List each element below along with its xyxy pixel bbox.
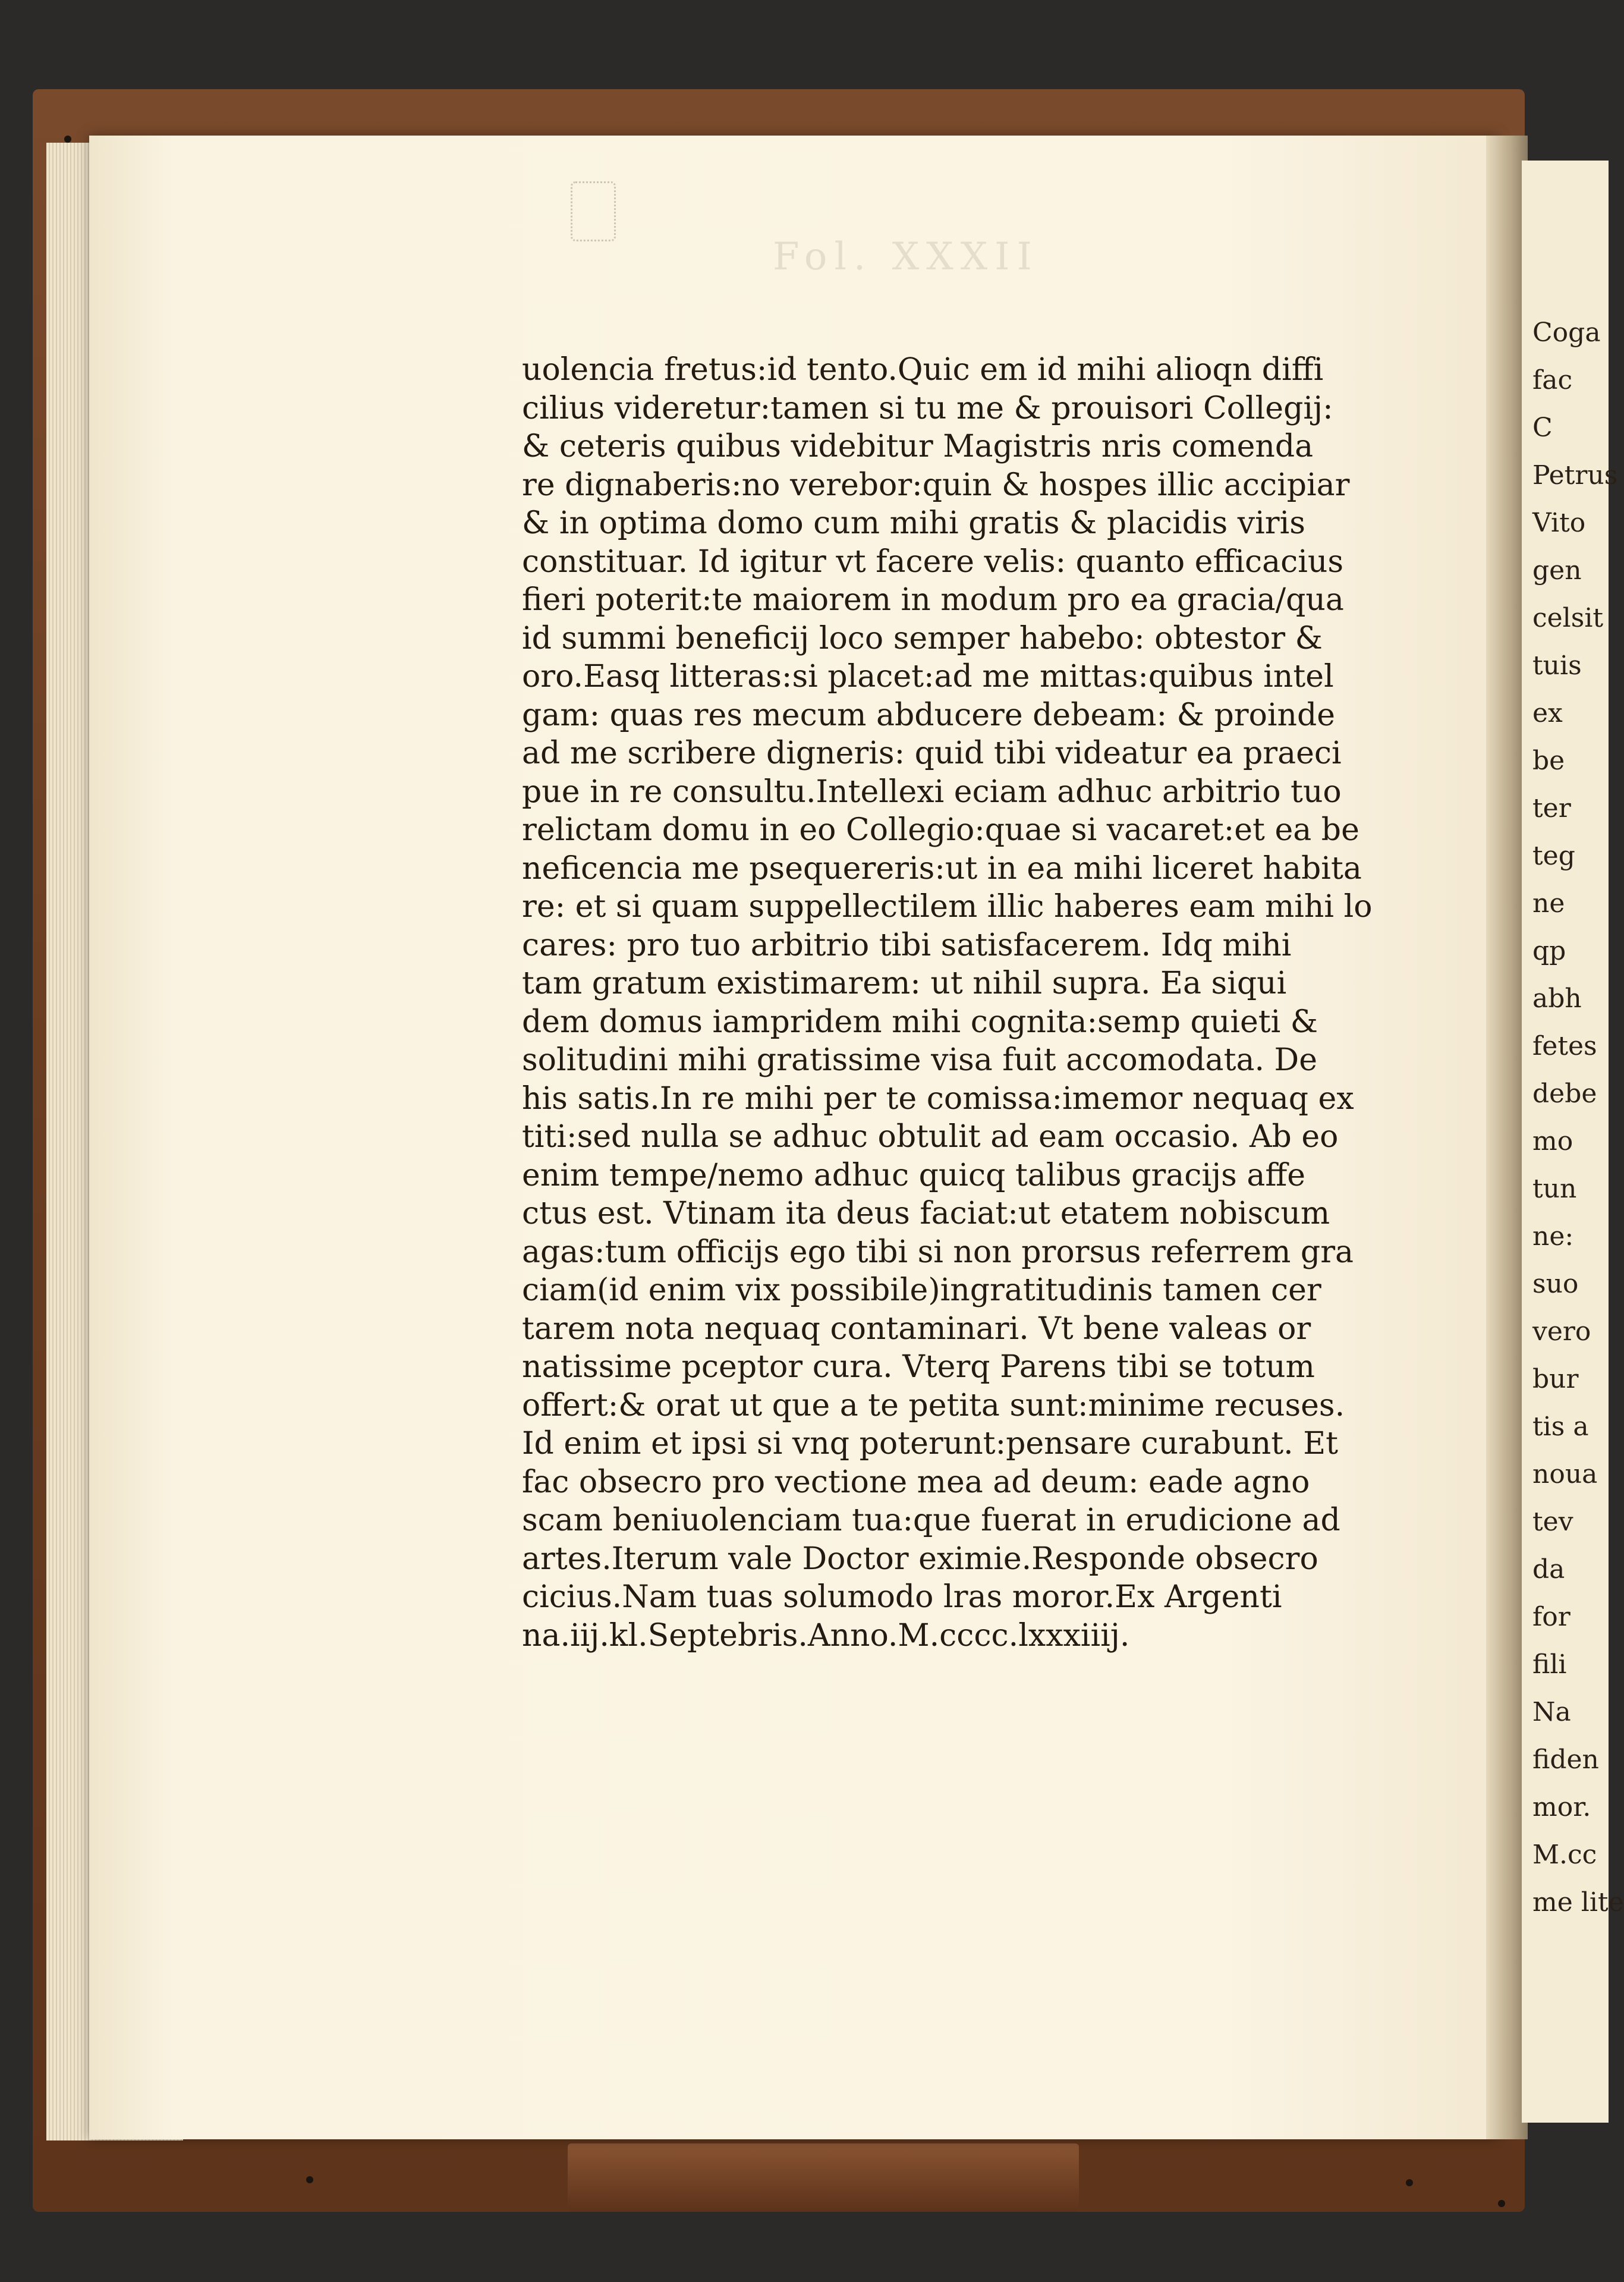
facing-line: M.cc (1532, 1840, 1597, 1870)
facing-line: tev (1532, 1507, 1573, 1537)
text-line: uolencia fretus:id tento.Quic em id mihi alioqn diffi (522, 352, 1324, 388)
text-line: cicius.Nam tuas solumodo lras moror.Ex Argenti (522, 1579, 1282, 1615)
text-line: ad me scribere digneris: quid tibi videatur ea praeci (522, 735, 1342, 771)
facing-line: mor. (1532, 1792, 1591, 1822)
facing-line: da (1532, 1554, 1565, 1585)
text-line: id summi beneficij loco semper habebo: obtestor & (522, 620, 1323, 656)
facing-line: ex (1532, 698, 1563, 728)
facing-line: ne: (1532, 1221, 1574, 1252)
text-line: cilius videretur:tamen si tu me & prouisori Collegij: (522, 390, 1333, 426)
facing-line: noua (1532, 1459, 1598, 1489)
text-line: & in optima domo cum mihi gratis & placidis viris (522, 505, 1305, 541)
facing-line: be (1532, 746, 1565, 776)
facing-line: Na (1532, 1697, 1571, 1727)
text-line: gam: quas res mecum abducere debeam: & proinde (522, 697, 1336, 733)
text-line: ciam(id enim vix possibile)ingratitudinis tamen cer (522, 1272, 1321, 1308)
facing-line: me lite (1532, 1887, 1624, 1918)
facing-line: Vito (1532, 508, 1586, 538)
text-line: solitudini mihi gratissime visa fuit accomodata. De (522, 1042, 1317, 1078)
binding-nail (306, 2176, 313, 2183)
text-line: enim tempe/nemo adhuc quicq talibus gracijs affe (522, 1157, 1306, 1193)
text-line: relictam domu in eo Collegio:quae si vacaret:et ea be (522, 812, 1359, 848)
text-line: his satis.In re mihi per te comissa:imemor nequaq ex (522, 1080, 1354, 1117)
binding-nail (1406, 2179, 1413, 2186)
facing-line: tis a (1532, 1412, 1589, 1442)
facing-line: for (1532, 1602, 1571, 1632)
facing-line: vero (1532, 1316, 1591, 1347)
facing-line: C (1532, 413, 1553, 443)
text-line: pue in re consultu.Intellexi eciam adhuc arbitrio tuo (522, 774, 1342, 810)
binding-bottom-strip (568, 2143, 1079, 2212)
text-line: fac obsecro pro vectione mea ad deum: eade agno (522, 1464, 1310, 1500)
text-line: natissime pceptor cura. Vterq Parens tibi se totum (522, 1349, 1315, 1385)
facing-line: debe (1532, 1079, 1597, 1109)
facing-line: Petrus (1532, 460, 1618, 491)
text-line: neficencia me psequereris:ut in ea mihi liceret habita (522, 850, 1362, 887)
text-line: tam gratum existimarem: ut nihil supra. Ea siqui (522, 966, 1287, 1001)
facing-line: teg (1532, 841, 1575, 871)
text-line: agas:tum officijs ego tibi si non prorsus referrem gra (522, 1234, 1354, 1270)
text-line: scam beniuolenciam tua:que fuerat in erudicione ad (522, 1503, 1340, 1538)
facing-line: tuis (1532, 650, 1582, 681)
facing-line: fetes (1532, 1031, 1597, 1061)
text-line: na.iij.kl.Septebris.Anno.M.cccc.lxxxiiij. (522, 1617, 1130, 1654)
facing-line: ter (1532, 793, 1571, 823)
text-line: constituar. Id igitur vt facere velis: quanto efficacius (522, 543, 1344, 580)
facing-line: bur (1532, 1364, 1579, 1394)
binding-nail (1498, 2200, 1505, 2207)
folio-bleed-through: Fol. XXXII (773, 235, 1039, 279)
facing-line: Coga (1532, 318, 1601, 348)
library-stamp (571, 181, 616, 241)
text-line: Id enim et ipsi si vnq poterunt:pensare curabunt. Et (522, 1426, 1339, 1461)
text-line: tarem nota nequaq contaminari. Vt bene valeas or (522, 1310, 1311, 1347)
facing-line: suo (1532, 1269, 1579, 1299)
binding-nail (64, 136, 71, 143)
text-line: ctus est. Vtinam ita deus faciat:ut etatem nobiscum (522, 1196, 1330, 1231)
text-line: artes.Iterum vale Doctor eximie.Responde obsecro (522, 1541, 1318, 1577)
facing-line: mo (1532, 1126, 1573, 1156)
facing-line: qp (1532, 936, 1566, 966)
text-line: re: et si quam suppellectilem illic haberes eam mihi lo (522, 889, 1373, 925)
text-line: & ceteris quibus videbitur Magistris nris comenda (522, 429, 1314, 464)
facing-line: tun (1532, 1174, 1577, 1204)
facing-line: gen (1532, 555, 1582, 586)
text-line: re dignaberis:no verebor:quin & hospes illic accipiar (522, 467, 1350, 503)
text-line: cares: pro tuo arbitrio tibi satisfacerem. Idq mihi (522, 927, 1292, 963)
text-line: offert:& orat ut que a te petita sunt:minime recuses. (522, 1387, 1345, 1423)
facing-line: ne (1532, 888, 1565, 919)
facing-line: celsit (1532, 603, 1604, 633)
text-line: dem domus iampridem mihi cognita:semp quieti & (522, 1004, 1318, 1040)
text-line: fieri poterit:te maiorem in modum pro ea gracia/qua (522, 582, 1344, 618)
facing-page-text (1532, 309, 1624, 1926)
letter-text (522, 351, 1391, 1655)
facing-line: fac (1532, 365, 1573, 395)
facing-line: fili (1532, 1649, 1567, 1680)
text-line: oro.Easq litteras:si placet:ad me mittas:quibus intel (522, 659, 1334, 694)
text-line: titi:sed nulla se adhuc obtulit ad eam occasio. Ab eo (522, 1119, 1339, 1155)
facing-line: fiden (1532, 1744, 1599, 1775)
facing-line: abh (1532, 983, 1582, 1014)
